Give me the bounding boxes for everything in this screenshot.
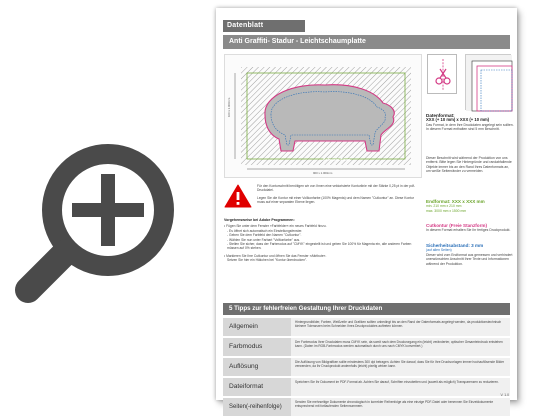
adobe-step-3: - Geben Sie dem Farbfeld den Namen "Cutkontur".: [227, 233, 302, 238]
scissors-icon: [428, 55, 458, 95]
tip-label: Auflösung: [223, 358, 291, 376]
endformat-min: min. 210 mm x 210 mm: [426, 204, 462, 209]
safety-sub: (auf allen Seiten): [426, 248, 452, 253]
safety-text: Dieser wird vom Endformat aus gemessen und verhindert unerwünschten Anschnitt Ihrer Texte und Informationen während der Produktion.: [426, 252, 513, 266]
cut-heading: Cutkontur (Freie Stanzform): [426, 223, 487, 228]
tip-row: [223, 378, 510, 396]
tip-row: [223, 338, 510, 356]
warning-text: [257, 184, 420, 204]
format-info: [426, 114, 514, 132]
safety-heading: Sicherheitsabstand: 3 mm: [426, 243, 484, 248]
warning-paragraph-2: Legen Sie die Kontur mit einer Vollkonfarbe (100% Magenta) und dem Namen "Cutkontur" an. Diese Kontur muss auf einer separaten Ebene liegen.: [257, 195, 415, 204]
shape-label: Schwein-Form: [323, 157, 351, 162]
cut-info: [426, 224, 514, 233]
adobe-step-1: • Fügen Sie unter dem Fenster »Farbfelder« ein neues Farbfeld hinzu.: [224, 224, 327, 229]
cut-icon-box: [427, 54, 457, 94]
product-title: Anti Graffiti- Stadur - Leichtschaumplatte: [223, 35, 510, 49]
warning-icon: [224, 184, 252, 208]
version-label: V. 1.0: [500, 393, 509, 397]
datenformat-size: XXX (+ 10 mm) x XXX (+ 10 mm): [426, 117, 490, 123]
tips-table: [223, 318, 510, 418]
tip-row: [223, 358, 510, 376]
endformat-max: max. 3000 mm x 1500 mm: [426, 208, 467, 213]
adobe-step-6: • Markieren Sie Ihre Cutkontur und öffnen Sie das Fenster »Attribute«.: [224, 253, 327, 258]
adobe-step-4: - Wählen Sie nun unter Farbart "Volltonfarbe" aus.: [227, 237, 301, 242]
adobe-instructions: [224, 218, 420, 263]
tip-text: Speichern Sie Ihr Dokument im PDF-Format ab. Achten Sie darauf, Schriften einzubetten und (soweit als möglich) Transparenzen zu reduzieren.: [291, 378, 510, 396]
warning-paragraph-1: Für den Konturschnitt benötigen wir von Ihnen eine vektorisierte Konturlinie mit der Stärke 0,25 pt in der pdf-Druckdatei.: [257, 184, 415, 193]
zoom-in-icon[interactable]: [12, 138, 180, 310]
tip-text: Hintergrundbilder, Farben, Weißzeile und Grafiken sollten unbedingt bis an den Rand der Datenformats angelegt werden, da produktionstechnisch kleinere Toleranzen beim Schneiden Ihres Druckproduktes auftreten können.: [291, 318, 510, 336]
bleed-corner-graphic: [466, 55, 512, 111]
endformat-info: [426, 200, 514, 213]
tip-row: [223, 318, 510, 336]
endformat-heading: Endformat: XXX x XXX mm: [426, 199, 485, 204]
safety-info: [426, 244, 514, 266]
bleed-corner-diagram: [465, 54, 511, 110]
tip-text: Senden Sie mehrseitige Dokumente chronologisch in korrekter Reihenfolge als eine einzige PDF-Datei oder benennen Sie Einzeldokumente entsprechend mit fortlaufenden Seitennummern.: [291, 398, 510, 416]
adobe-step-2: - Es öffnet sich automatisch ein Einstellungsfenster.: [227, 228, 303, 233]
tip-text: Die Auflösung von Bildgrafiken sollte mindestens 300 dpi betragen. Achten Sie darauf, dass Sie für Ihre Druckvorlagen immer hochauflösende Bilder verwenden, da Ihr Druckprodukt andernfalls (leicht) pixelig wirken kann.: [291, 358, 510, 376]
template-drawing: [224, 54, 422, 178]
tip-label: Dateiformat: [223, 378, 291, 396]
tip-label: Seiten(-reihenfolge): [223, 398, 291, 416]
adobe-step-5: - Stellen Sie sicher, dass der Farbmodus auf "CMYK" eingestellt ist und geben Sie 100% für Magenta ein, alle anderen Farben müssen auf 0% stehen.: [227, 242, 412, 251]
datenformat-text: Das Format, in dem Ihre Druckdaten angelegt sein sollten. In diesem Format enthalten sind 5 mm Beschnitt.: [426, 122, 514, 132]
datenformat-heading: Datenformat:: [426, 113, 455, 118]
cut-text: In diesem Format erhalten Sie Ihr fertiges Druckprodukt.: [426, 228, 511, 233]
datasheet-tab: Datenblatt: [223, 20, 305, 32]
tip-label: Farbmodus: [223, 338, 291, 356]
adobe-step-7: Setzen Sie hier ein Häkchen bei "Kontur überdrucken".: [227, 258, 308, 263]
adobe-heading: Vorgehensweise bei Adobe Programmen:: [224, 218, 295, 222]
tip-text: Der Farbmodus Ihrer Druckdaten muss CMYK sein, da somit nach dem Druckvorgang ein (leicht) veränderter, optischer Gesamteindruck entstehen kann. (Daten im RGB-Farbmodus werden automatisch durch uns nach CMYK konvertiert.): [291, 338, 510, 356]
tip-row: [223, 398, 510, 416]
tips-heading: 5 Tipps zur fehlerfreien Gestaltung Ihrer Druckdaten: [223, 303, 510, 315]
width-dimension: 900 x 1.000mm: [313, 171, 333, 175]
bleed-text: Dieser Beschnitt wird während der Produktion von uns entfernt. Bitte legen Sie Hintergründe und randabfallende Objekte immer bis an den Rand Ihres Datenformats an, um weiße Seitenränder zu vermeiden.: [426, 156, 512, 174]
height-dimension: 100 x 1.000mm: [227, 97, 231, 117]
bleed-info: [426, 156, 514, 174]
tip-label: Allgemein: [223, 318, 291, 336]
datasheet-page: [216, 8, 517, 410]
